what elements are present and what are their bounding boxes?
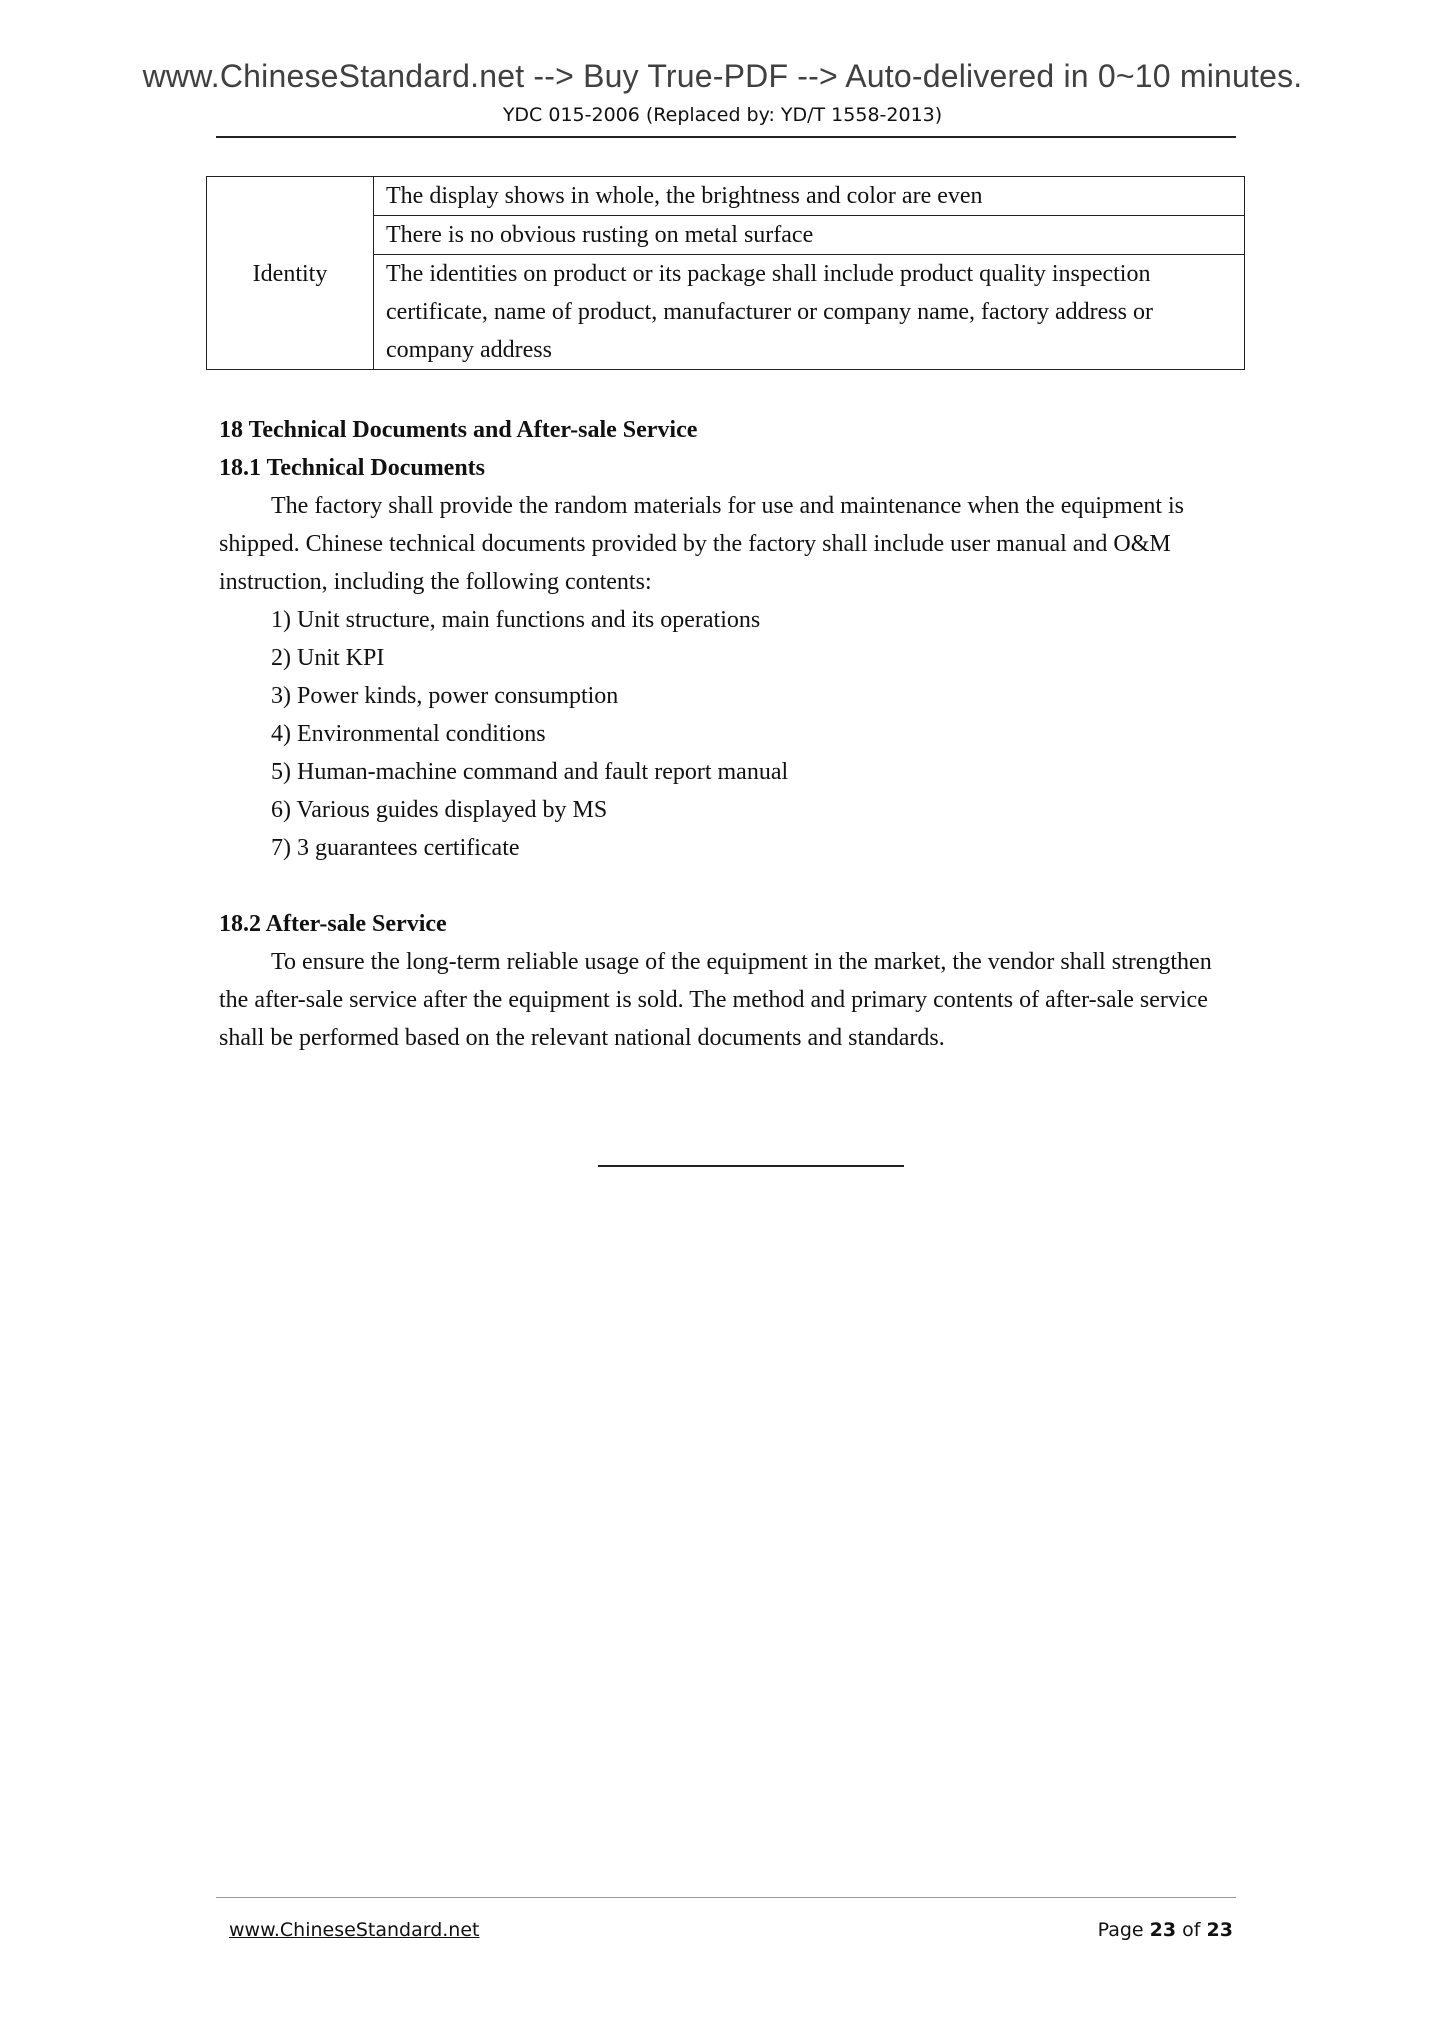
banner-link[interactable]: www.ChineseStandard.net --> Buy True-PDF --> Auto-delivered in 0~10 minutes. (142, 58, 1303, 94)
end-divider (598, 1165, 904, 1167)
spacer (219, 867, 1239, 905)
subsection-heading: 18.1 Technical Documents (219, 455, 486, 481)
list-item: 1) Unit structure, main functions and its operations (271, 607, 761, 633)
table-row (207, 216, 1245, 255)
page-number (1098, 1919, 1233, 1941)
page-of: of (1182, 1919, 1201, 1941)
footer-divider (216, 1897, 1236, 1898)
table-row (207, 255, 1245, 370)
list-item: 4) Environmental conditions (271, 721, 546, 747)
page-current: 23 (1149, 1919, 1177, 1941)
table-label-cell (207, 177, 374, 216)
page-prefix: Page (1097, 1919, 1144, 1941)
footer-link[interactable]: www.ChineseStandard.net (229, 1919, 480, 1941)
list-item: 5) Human-machine command and fault report manual (271, 759, 789, 785)
document-id: YDC 015-2006 (Replaced by: YD/T 1558-2013) (502, 104, 943, 126)
paragraph: The factory shall provide the random materials for use and maintenance when the equipment is shipped. Chinese technical documents provided by the factory shall include user manual and O&M instruction, including the following contents: (219, 493, 1185, 595)
list-item: 2) Unit KPI (271, 645, 385, 671)
header-divider (216, 136, 1236, 138)
list-item: 7) 3 guarantees certificate (271, 835, 520, 861)
table-text-cell: The identities on product or its package shall include product quality inspection certificate, name of product, manufacturer or company name, factory address or company address (374, 255, 1245, 370)
table-row (207, 177, 1245, 216)
section-heading: 18 Technical Documents and After-sale Service (219, 417, 698, 443)
section-18 (219, 411, 1239, 1057)
list-item: 6) Various guides displayed by MS (271, 797, 608, 823)
spec-table (206, 176, 1245, 370)
page-total: 23 (1206, 1919, 1233, 1941)
table-label-cell: Identity (207, 255, 374, 370)
table-text-cell: The display shows in whole, the brightness and color are even (374, 177, 1245, 216)
subsection-heading: 18.2 After-sale Service (219, 911, 447, 937)
table-label-cell (207, 216, 374, 255)
list-item: 3) Power kinds, power consumption (271, 683, 619, 709)
table-text-cell: There is no obvious rusting on metal surface (374, 216, 1245, 255)
paragraph: To ensure the long-term reliable usage of the equipment in the market, the vendor shall strengthen the after-sale service after the equipment is sold. The method and primary contents of after-sale service shall be performed based on the relevant national documents and standards. (219, 949, 1212, 1051)
